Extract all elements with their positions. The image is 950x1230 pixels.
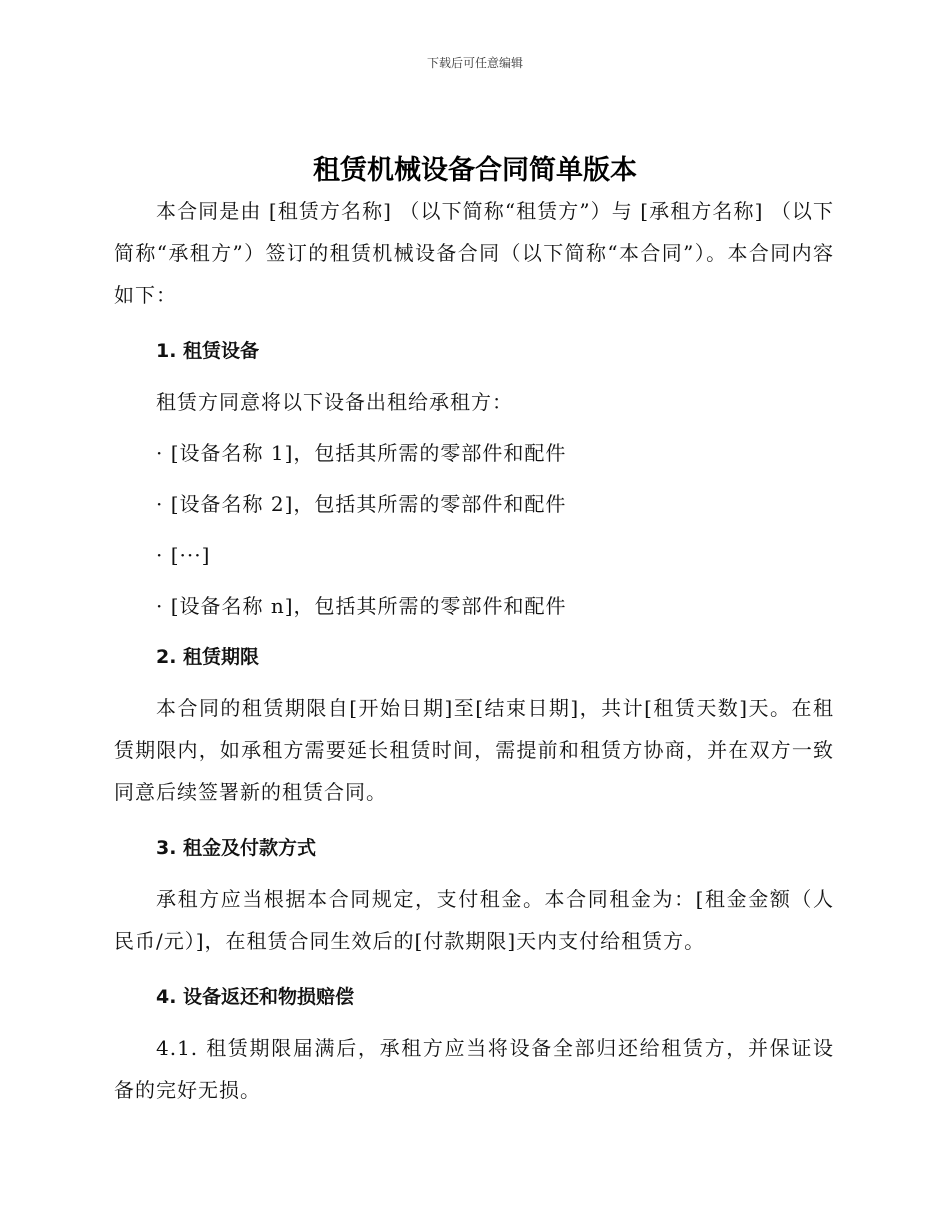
section-1-lead: 租赁方同意将以下设备出租给承租方： <box>156 390 513 414</box>
section-2-heading: 2. 租赁期限 <box>156 646 260 668</box>
document-body <box>114 190 834 1111</box>
equipment-list-item: · [设备名称 1]，包括其所需的零部件和配件 <box>156 441 567 465</box>
equipment-list-item: · [···] <box>156 543 211 567</box>
equipment-list-item: · [设备名称 2]，包括其所需的零部件和配件 <box>156 492 567 516</box>
section-4-paragraph: 4.1. 租赁期限届满后，承租方应当将设备全部归还给租赁方，并保证设备的完好无损。 <box>114 1036 834 1102</box>
section-3-heading: 3. 租金及付款方式 <box>156 837 317 859</box>
section-4-heading: 4. 设备返还和物损赔偿 <box>156 986 355 1008</box>
section-3-paragraph: 承租方应当根据本合同规定，支付租金。本合同租金为：[租金金额（人民币/元）]，在租赁合同生效后的[付款期限]天内支付给租赁方。 <box>114 887 834 953</box>
section-2-paragraph: 本合同的租赁期限自[开始日期]至[结束日期]，共计[租赁天数]天。在租赁期限内，如承租方需要延长租赁时间，需提前和租赁方协商，并在双方一致同意后续签署新的租赁合同。 <box>114 696 834 804</box>
section-1-heading: 1. 租赁设备 <box>156 340 260 362</box>
document-title: 租赁机械设备合同简单版本 <box>313 155 637 186</box>
page-header-note: 下载后可任意编辑 <box>426 56 523 70</box>
intro-paragraph: 本合同是由 [租赁方名称] （以下简称“租赁方”）与 [承租方名称] （以下简称“承租方”）签订的租赁机械设备合同（以下简称“本合同”）。本合同内容如下： <box>114 199 834 307</box>
equipment-list-item: · [设备名称 n]，包括其所需的零部件和配件 <box>156 594 567 618</box>
